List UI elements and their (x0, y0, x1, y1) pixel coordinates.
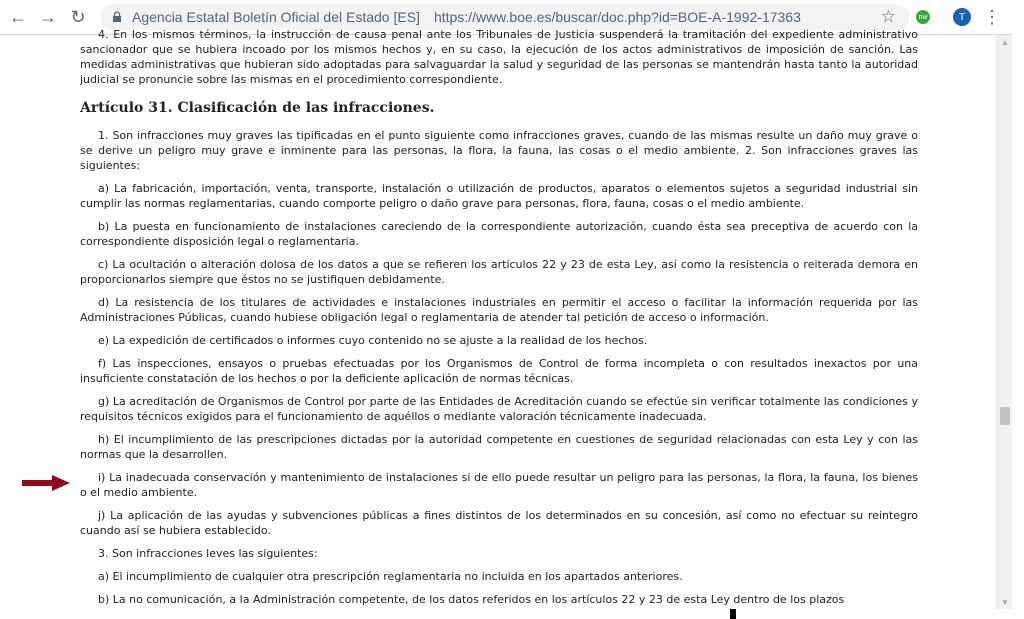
bookmark-star-icon[interactable]: ☆ (880, 7, 896, 26)
profile-avatar[interactable]: T (953, 8, 971, 26)
paragraph-2j: j) La aplicación de las ayudas y subvenciones públicas a fines distintos de los determinados en su concesión, así como no efectuar su reintegro cuando así se hubiera establecido. (80, 509, 918, 537)
paragraph-2i: i) La inadecuada conservación y mantenimiento de instalaciones si de ello puede resultar un peligro para las personas, la flora, la fauna, los bienes o el medio ambiente. (80, 471, 918, 499)
paragraph-3: 3. Son infracciones leves las siguientes: (98, 547, 318, 560)
scroll-up-icon[interactable]: ▲ (1001, 37, 1009, 47)
paragraph-2c: c) La ocultación o alteración dolosa de los datos a que se refieren los artículos 22 y 23 de esta Ley, así como la resistencia o reiterada demora en proporcionarlos siempre que éstos no se justifiquen debidamente. (80, 258, 918, 286)
kebab-menu-icon[interactable]: ⋮ (983, 6, 1001, 27)
window-edge-right (1012, 0, 1024, 619)
paragraph-2d: d) La resistencia de los titulares de actividades e instalaciones industriales en permitir el acceso o facilitar la información requerida por las Administraciones Públicas, cuando hubiese obligación legal o reglamentaria de atender tal petición de acceso o información. (80, 296, 918, 324)
forward-arrow-icon[interactable]: → (39, 6, 57, 27)
url-text[interactable]: https://www.boe.es/buscar/doc.php?id=BOE-A-1992-17363 (433, 9, 801, 25)
paragraph-2g: g) La acreditación de Organismos de Control por parte de las Entidades de Acreditación cuando se efectúe sin verificar totalmente las condiciones y requisitos técnicos exigidos para el funcionamiento de aquéllos o mediante valoración técnicamente inadecuada. (80, 395, 918, 423)
scroll-down-icon[interactable]: ▼ (1001, 597, 1009, 607)
paragraph-2b: b) La puesta en funcionamiento de instalaciones careciendo de la correspondiente autorización, cuando ésta sea preceptiva de acuerdo con la correspondiente disposición legal o reglamentaria. (80, 220, 918, 248)
paragraph-1: 1. Son infracciones muy graves las tipificadas en el punto siguiente como infracciones graves, cuando de las mismas resulte un daño muy grave o se derive un peligro muy grave e inminente para las personas, la flora, la fauna, las cosas o el medio ambiente. 2. Son infracciones graves las siguientes: (80, 129, 918, 172)
intro-paragraph: 4. En los mismos términos, la instrucción de causa penal ante los Tribunales de Justicia suspenderá la tramitación del expediente administrativo sancionador que se hubiera incoado por los mismos hechos y, en su caso, la ejecución de los actos administrativos de imposición de sanción. Las medidas administrativas que hubieran sido adoptadas para salvaguardar la salud y seguridad de las personas se mantendrán hasta tanto la autoridad judicial se pronuncie sobre las mismas en el procedimiento correspondiente. (80, 28, 918, 86)
paragraph-3b: b) La no comunicación, a la Administración competente, de los datos referidos en los artículos 22 y 23 de esta Ley dentro de los plazos (98, 593, 845, 606)
article-title: Artículo 31. Clasificación de las infracciones. (80, 100, 435, 116)
document-body (80, 27, 918, 615)
lock-icon (112, 11, 124, 23)
highlight-arrow-icon (22, 475, 70, 491)
site-title: Agencia Estatal Boletín Oficial del Estado [ES] (132, 9, 420, 25)
paragraph-2h: h) El incumplimiento de las prescripciones dictadas por la autoridad competente en cuestiones de seguridad relacionadas con esta Ley y con las normas que la desarrollen. (80, 433, 918, 461)
paragraph-2a: a) La fabricación, importación, venta, transporte, instalación o utilización de productos, aparatos o elementos sujetos a seguridad industrial sin cumplir las normas reglamentarias, cuando comporte peligro o daño grave para personas, flora, fauna, cosas o el medio ambiente. (80, 182, 918, 210)
back-arrow-icon[interactable]: ← (9, 6, 27, 27)
vertical-scrollbar[interactable] (996, 35, 1013, 609)
paragraph-3a: a) El incumplimiento de cualquier otra prescripción reglamentaria no incluida en los apartados anteriores. (98, 570, 683, 583)
scrollbar-thumb[interactable] (1000, 407, 1010, 425)
paragraph-2e: e) La expedición de certificados o informes cuyo contenido no se ajuste a la realidad de los hechos. (98, 334, 648, 347)
reload-icon[interactable]: ↻ (70, 6, 86, 27)
extension-icon[interactable]: nw (916, 10, 930, 24)
page-viewport (0, 28, 996, 609)
window-edge-bottom (0, 609, 1024, 619)
paragraph-2f: f) Las inspecciones, ensayos o pruebas efectuadas por los Organismos de Control de forma incompleta o con resultados inexactos por una insuficiente constatación de los hechos o por la deficiente aplicación de normas técnicas. (80, 357, 918, 385)
edge-mark (730, 609, 736, 619)
